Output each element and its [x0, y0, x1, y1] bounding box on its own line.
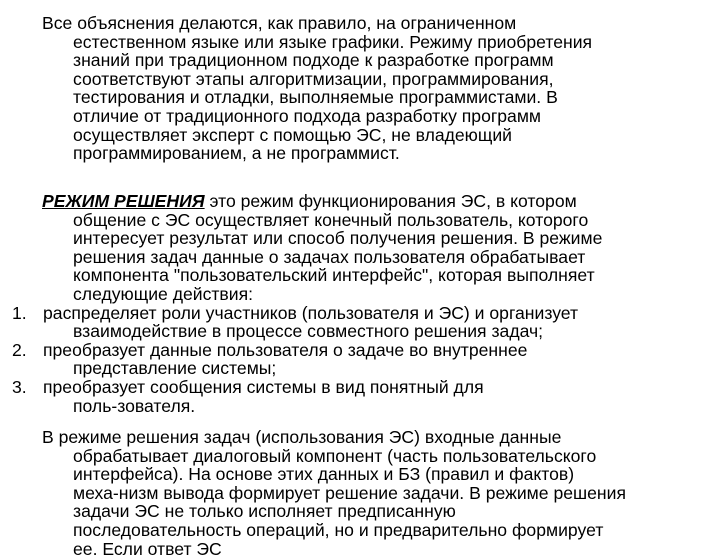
text-line: Все объяснения делаются, как правило, на ограниченном	[42, 13, 517, 33]
text-line: следующие действия:	[73, 283, 254, 304]
paragraph-solution-mode	[12, 191, 718, 416]
text-line: отличие от традиционного подхода разработку программ	[73, 105, 542, 126]
text-line: обрабатывает диалоговый компонент (часть пользовательского	[73, 445, 597, 466]
text-line: компонента "пользовательский интерфейс", которая выполняет	[73, 265, 595, 286]
paragraph-solution-process	[42, 428, 718, 558]
text-line: знаний при традиционном подходе к разработке программ	[73, 50, 554, 71]
list-item	[12, 341, 718, 360]
list-number: 1.	[12, 302, 27, 323]
text-line: задачи ЭС не только исполняет предписанную	[73, 501, 456, 522]
text-fragment: преобразует данные пользователя о задаче во внутреннее	[43, 339, 528, 360]
list-item	[12, 378, 718, 397]
text-line: меха-низм вывода формирует решение задачи. В режиме решения	[73, 482, 626, 503]
text-line: последовательность операций, но и предварительно формирует	[73, 519, 604, 540]
term-solution-mode: РЕЖИМ РЕШЕНИЯ	[42, 191, 205, 211]
text-line: общение с ЭС осуществляет конечный пользователь, которого	[73, 209, 589, 230]
text-line: ее. Если ответ ЭС	[73, 538, 222, 559]
text-line: интересует результат или способ получения решения. В режиме	[73, 228, 603, 249]
list-number: 3.	[12, 376, 27, 397]
text-line: представление системы;	[73, 358, 277, 379]
text-line: естественном языке или языке графики. Режиму приобретения	[73, 31, 593, 52]
text-line: интерфейса). На основе этих данных и БЗ (правил и фактов)	[73, 464, 575, 485]
text-line: программированием, а не программист.	[73, 143, 400, 164]
list-item	[12, 304, 718, 323]
text-line: В режиме решения задач (использования ЭС) входные данные	[42, 427, 562, 447]
text-fragment: распределяет роли участников (пользователя и ЭС) и организует	[43, 302, 579, 323]
list-number: 2.	[12, 339, 27, 360]
text-line: решения задач данные о задачах пользователя обрабатывает	[73, 246, 586, 267]
text-fragment: это режим функционирования ЭС, в котором	[204, 191, 577, 211]
text-fragment: преобразует сообщения системы в вид понятный для	[43, 376, 484, 397]
text-line: осуществляет эксперт с помощью ЭС, не владеющий	[73, 124, 512, 145]
text-line: взаимодействие в процессе совместного решения задач;	[73, 321, 544, 342]
text-line: поль-зователя.	[73, 395, 196, 416]
text-line: соответствуют этапы алгоритмизации, программирования,	[73, 68, 554, 89]
text-line: тестирования и отладки, выполняемые программистами. В	[73, 87, 558, 108]
paragraph-explanations	[42, 14, 718, 163]
text-line	[42, 192, 718, 211]
